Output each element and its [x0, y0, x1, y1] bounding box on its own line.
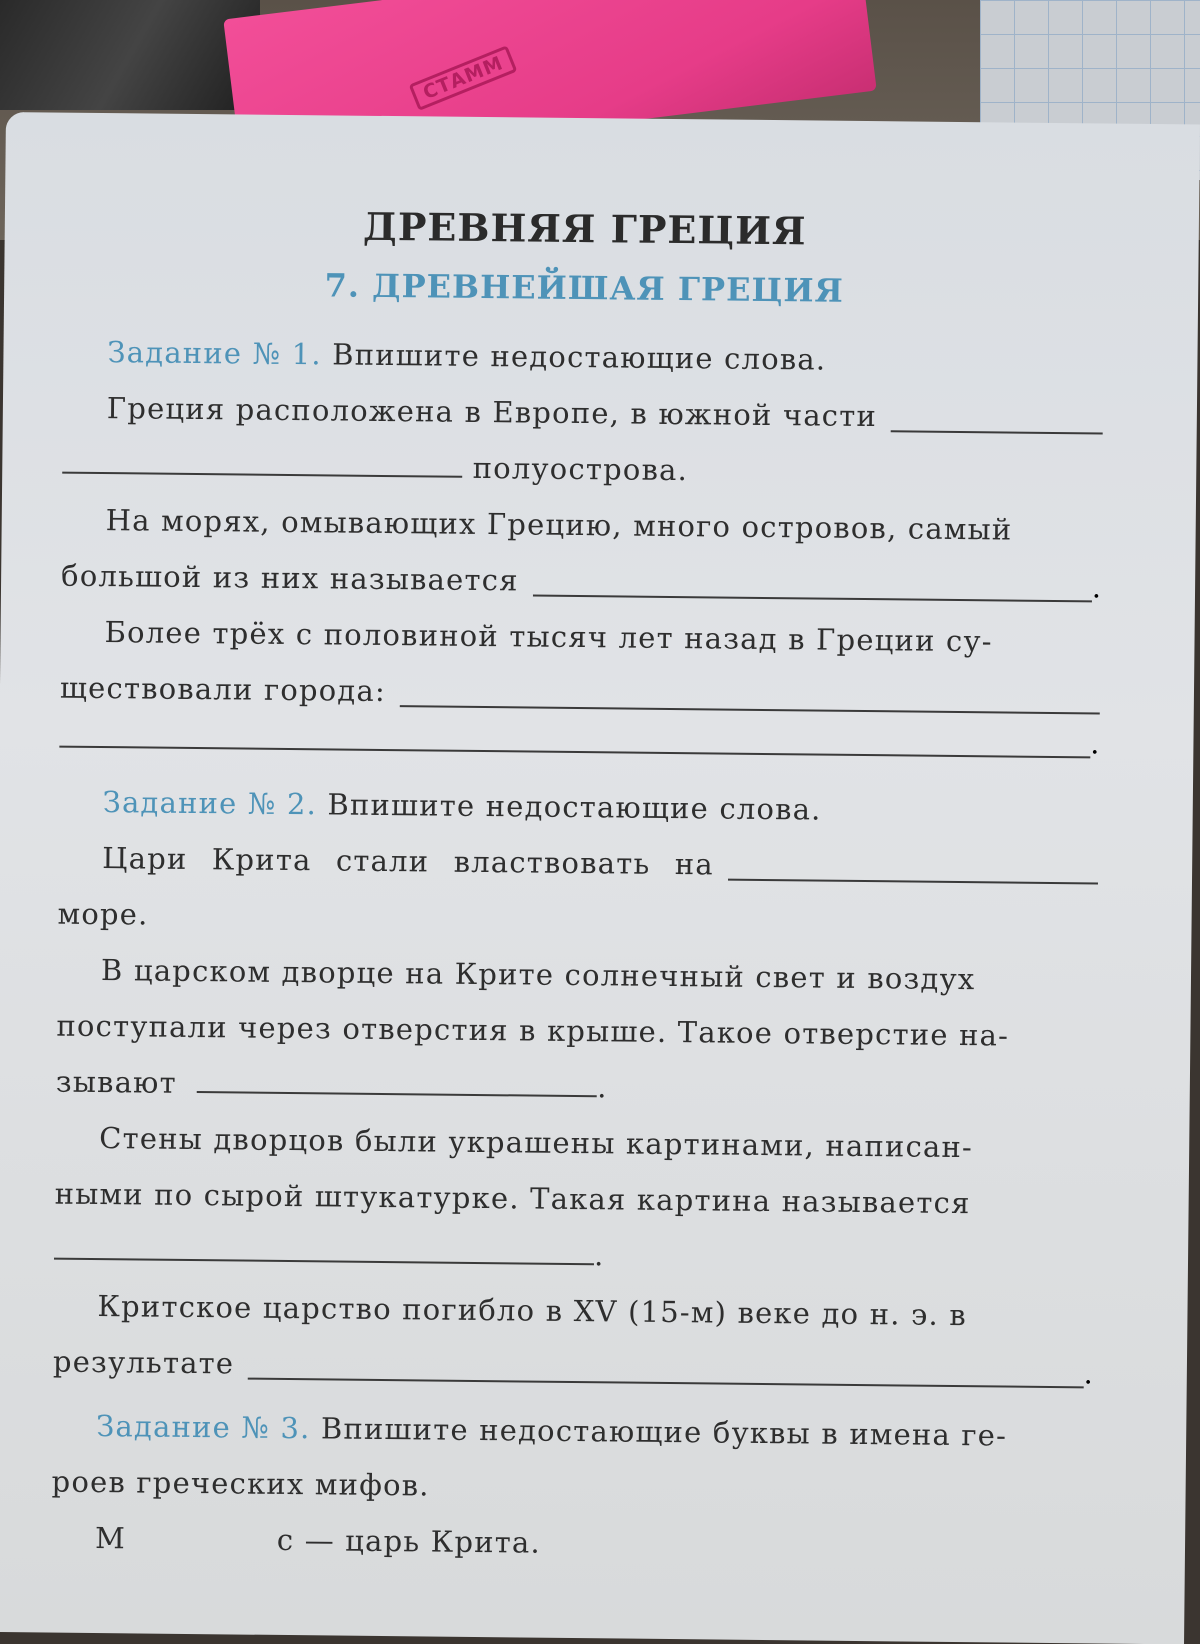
task2-p3-text-b: ными по сырой штукатурке. Такая картина называется [54, 1176, 971, 1221]
task1-p2-text-a: На морях, омывающих Грецию, много островов, самый [105, 503, 1013, 547]
task1-p3-text-a: Более трёх с половиной тысяч лет назад в Греции су- [104, 615, 993, 659]
dark-cloth [0, 0, 260, 110]
task2-label: Задание № 2. [102, 785, 318, 822]
answer-blank-opening[interactable] [197, 1061, 597, 1097]
period-mark: . [1090, 726, 1100, 761]
task2-p4-text-a: Критское царство погибло в XV (15-м) веке до н. э. в [97, 1289, 968, 1333]
answer-blank-hero-letters[interactable] [136, 1548, 266, 1549]
period-mark: . [1091, 570, 1102, 605]
answer-blank-sea[interactable] [728, 849, 1099, 885]
task2-p2-text-a: В царском дворце на Крите солнечный свет и воздух [100, 953, 976, 997]
task2-p1-text-b: море. [57, 896, 149, 932]
task2-instruction: Впишите недостающие слова. [327, 787, 822, 827]
section-subtitle: 7. ДРЕВНЕЙШАЯ ГРЕЦИЯ [324, 266, 845, 310]
task3-item1 [51, 1510, 1092, 1577]
task2-p4-text-b: результате [52, 1344, 235, 1381]
workbook-page [0, 112, 1200, 1644]
page-title: ДРЕВНЯЯ ГРЕЦИЯ [362, 203, 807, 254]
task1-p3-text-b: ществовали города: [59, 670, 387, 709]
task1-p1-text-a: Греция расположена в Европе, в южной части [106, 391, 878, 434]
task3-item1-letter: М [94, 1521, 127, 1556]
task2-p4-row2 [53, 1334, 1094, 1401]
task1-instruction: Впишите недостающие слова. [332, 337, 827, 377]
period-mark: . [1083, 1356, 1094, 1391]
task2-p3-text-a: Стены дворцов были украшены картинами, написан- [99, 1121, 974, 1165]
period-mark: . [597, 1070, 608, 1105]
answer-blank-island[interactable] [533, 565, 1093, 603]
task1-p1-text-b: полуострова. [472, 450, 689, 488]
answer-blank-fresco[interactable] [54, 1228, 594, 1266]
task1-label: Задание № 1. [107, 335, 322, 372]
answer-blank-peninsula-2[interactable] [62, 442, 462, 478]
task2-p1-row1 [58, 830, 1099, 897]
task3-instruction: Впишите недостающие буквы в имена ге- [320, 1411, 1008, 1453]
folder-stamp: СТАММ [409, 45, 518, 111]
task2-p2-text-c: зывают [55, 1064, 178, 1100]
task3-continuation: роев греческих мифов. [51, 1464, 430, 1503]
task3-item1-text: с — царь Крита. [276, 1522, 542, 1560]
task2-p1-text-a: Цари Крита стали властвовать на [102, 841, 715, 882]
period-mark: . [593, 1238, 605, 1273]
page-content [51, 201, 1105, 1577]
task2-p2-text-b: поступали через отверстия в крыше. Такое отверстие на- [56, 1008, 1010, 1053]
task1-p2-text-b: большой из них называется [60, 558, 519, 598]
answer-blank-result[interactable] [248, 1348, 1084, 1389]
answer-blank-cities-1[interactable] [400, 675, 1100, 714]
task3-label: Задание № 3. [96, 1409, 311, 1446]
answer-blank-peninsula-1[interactable] [891, 400, 1103, 434]
